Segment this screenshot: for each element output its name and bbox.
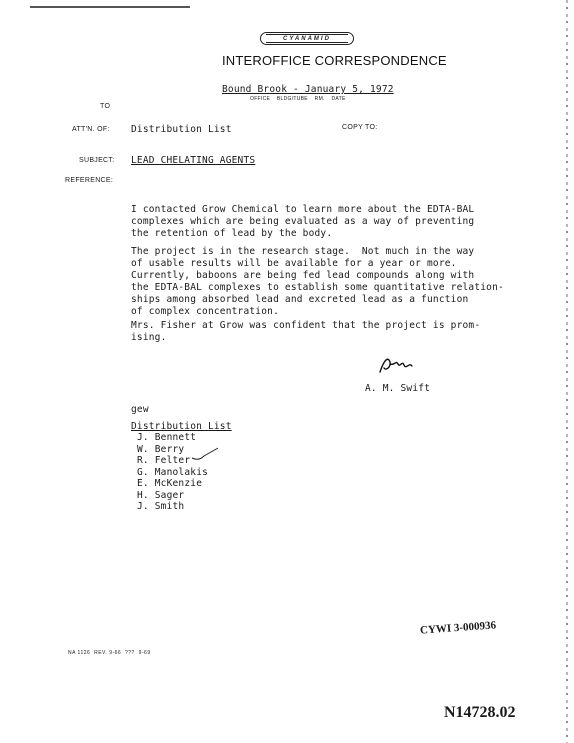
scan-edge-top bbox=[30, 6, 190, 8]
to-label: TO bbox=[100, 103, 111, 110]
page-title: INTEROFFICE CORRESPONDENCE bbox=[222, 53, 447, 68]
bates-stamp: CYWI 3-000936 bbox=[419, 619, 497, 637]
distribution-name: J. Bennett bbox=[137, 432, 197, 443]
document-id: N14728.02 bbox=[444, 704, 516, 721]
copy-to-label: COPY TO: bbox=[342, 124, 378, 131]
subject-label: SUBJECT: bbox=[79, 157, 115, 164]
distribution-heading: Distribution List bbox=[131, 421, 232, 432]
form-number: NA 1126 REV. 9-66 ??? 9-69 bbox=[68, 650, 151, 656]
distribution-name: H. Sager bbox=[137, 489, 185, 501]
subject-value: LEAD CHELATING AGENTS bbox=[131, 155, 256, 166]
distribution-name: E. McKenzie bbox=[137, 478, 203, 489]
distribution-name: G. Manolakis bbox=[137, 466, 209, 478]
logo-text: CYANAMID bbox=[283, 35, 331, 42]
body-paragraph-1: I contacted Grow Chemical to learn more about the EDTA-BAL complexes which are being evaluated as a way of preventing the retention of lead by the body. bbox=[131, 204, 475, 239]
scan-edge-right bbox=[566, 0, 568, 743]
typist-initials: gew bbox=[131, 404, 149, 415]
attn-value: Distribution List bbox=[131, 124, 232, 135]
reference-label: REFERENCE: bbox=[65, 177, 114, 184]
location-labels: OFFICE BLDG/TUBE RM. DATE bbox=[250, 96, 346, 102]
handwritten-signature bbox=[376, 354, 416, 376]
location-date: Bound Brook - January 5, 1972 bbox=[222, 84, 394, 95]
distribution-name: J. Smith bbox=[137, 501, 185, 512]
check-mark bbox=[190, 446, 220, 462]
body-paragraph-2: The project is in the research stage. Not much in the way of usable results will be available for a year or more. Currently, baboons are being fed lead compounds along with the EDTA-BAL complexes to establish some quantitative relation- ships among absorbed lead and excreted lead as a function of complex concentration. bbox=[131, 246, 504, 317]
distribution-name: W. Berry bbox=[137, 443, 185, 455]
distribution-list bbox=[137, 432, 208, 513]
cyanamid-logo bbox=[260, 32, 354, 45]
signatory-name: A. M. Swift bbox=[365, 383, 431, 394]
body-paragraph-3: Mrs. Fisher at Grow was confident that the project is prom- ising. bbox=[131, 320, 481, 343]
distribution-name: R. Felter bbox=[137, 455, 191, 466]
attn-label: ATT'N. OF: bbox=[72, 126, 110, 133]
